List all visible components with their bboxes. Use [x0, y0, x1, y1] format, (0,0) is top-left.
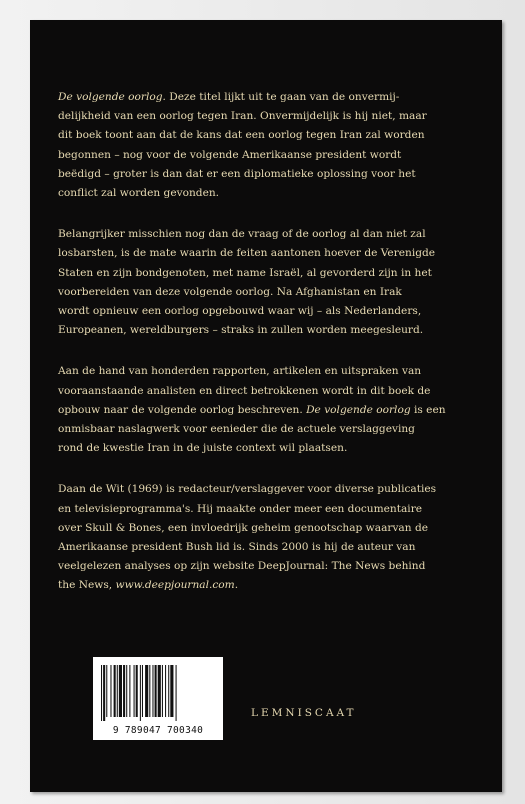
publisher-name: LEMNISCAAT	[251, 707, 357, 719]
barcode-bar	[165, 665, 166, 717]
text-line: begonnen – nog voor de volgende Amerikaanse president wordt	[58, 148, 402, 161]
text-line	[58, 576, 458, 595]
text-line: Aan de hand van honderden rapporten, artikelen en uitspraken van	[58, 365, 422, 378]
text-line	[58, 88, 458, 107]
book-title-italic: De volgende oorlog.	[58, 91, 166, 103]
text-line: dit boek toont aan dat de kans dat een oorlog tegen Iran zal worden	[58, 129, 425, 142]
text-line: conflict zal worden gevonden.	[58, 187, 220, 200]
text-line: Belangrijker misschien nog dan de vraag of de oorlog al dan niet zal	[58, 228, 426, 241]
barcode-bar	[158, 665, 161, 717]
barcode-bar	[129, 665, 130, 717]
isbn-number: 9 789047 700340	[112, 725, 204, 736]
text-span: opbouw naar de volgende oorlog beschreven.	[58, 403, 307, 416]
barcode-bar	[136, 665, 138, 717]
text-line: rond de kwestie Iran in de juiste context wil plaatsen.	[58, 442, 348, 455]
barcode-bar	[170, 665, 173, 717]
barcode-bar	[142, 665, 143, 717]
barcode-bar	[126, 665, 127, 717]
book-title-italic: De volgende oorlog	[306, 403, 411, 416]
barcode-bar	[106, 665, 107, 717]
text-line: beëdigd – groter is dan dat er een diplomatieke oplossing voor het	[58, 167, 416, 180]
text-span: the News,	[58, 579, 116, 592]
blurb-paragraph-3	[58, 362, 458, 458]
text-span: .	[234, 579, 239, 592]
text-line: over Skull & Bones, een invloedrijk geheim genootschap waarvan de	[58, 521, 428, 534]
author-bio	[58, 480, 458, 595]
barcode-bar	[168, 665, 169, 717]
text-line: Daan de Wit (1969) is redacteur/verslaggever voor diverse publicaties	[58, 483, 437, 496]
barcode-bar	[114, 665, 116, 717]
barcode-bar	[101, 665, 102, 721]
text-line: onmisbaar naslagwerk voor eenieder die de actuele verslaggeving	[58, 423, 415, 436]
text-span: Deze titel lijkt uit te gaan van de onvermij-	[165, 91, 400, 103]
blurb-text	[58, 88, 458, 618]
text-line: wordt opnieuw een oorlog opgebouwd waar wij – als Nederlanders,	[58, 305, 422, 318]
barcode-bar	[152, 665, 153, 717]
barcode-bar	[119, 665, 122, 717]
barcode-bar	[103, 665, 105, 721]
text-line: vooraanstaande analisten en direct betrokkenen wordt in dit boek de	[58, 384, 431, 397]
text-line: losbarsten, is de mate waarin de feiten aantonen hoever de Verenigde	[58, 247, 436, 260]
barcode-bar	[155, 665, 157, 717]
barcode-bar	[162, 665, 163, 717]
barcode-bars	[99, 665, 217, 721]
text-line: Europeanen, wereldburgers – straks in zullen worden meegesleurd.	[58, 324, 424, 337]
text-line: voorbereiden van deze volgende oorlog. Na Afghanistan en Irak	[58, 285, 402, 298]
barcode-bar	[110, 665, 111, 717]
blurb-paragraph-2	[58, 225, 458, 340]
text-line: veelgelezen analyses op zijn website DeepJournal: The News behind	[58, 560, 426, 573]
text-line: delijkheid van een oorlog tegen Iran. Onvermijdelijk is hij niet, maar	[58, 110, 427, 123]
barcode	[93, 657, 223, 740]
text-line	[58, 401, 458, 420]
barcode-bar	[117, 665, 118, 717]
text-line: Staten en zijn bondgenoten, met name Israël, al gevorderd zijn in het	[58, 266, 432, 279]
website-url: www.deepjournal.com	[115, 579, 235, 592]
barcode-bar	[134, 665, 135, 717]
barcode-bar	[176, 665, 177, 721]
barcode-bar	[140, 665, 141, 721]
text-line: en televisieprogramma's. Hij maakte onder meer een documentaire	[58, 502, 423, 515]
blurb-paragraph-1	[58, 88, 458, 203]
text-line: Amerikaanse president Bush lid is. Sinds 2000 is hij de auteur van	[58, 541, 416, 554]
text-span: is een	[410, 403, 446, 416]
barcode-bar	[145, 665, 148, 717]
barcode-bar	[123, 665, 125, 717]
barcode-bar	[149, 665, 150, 717]
